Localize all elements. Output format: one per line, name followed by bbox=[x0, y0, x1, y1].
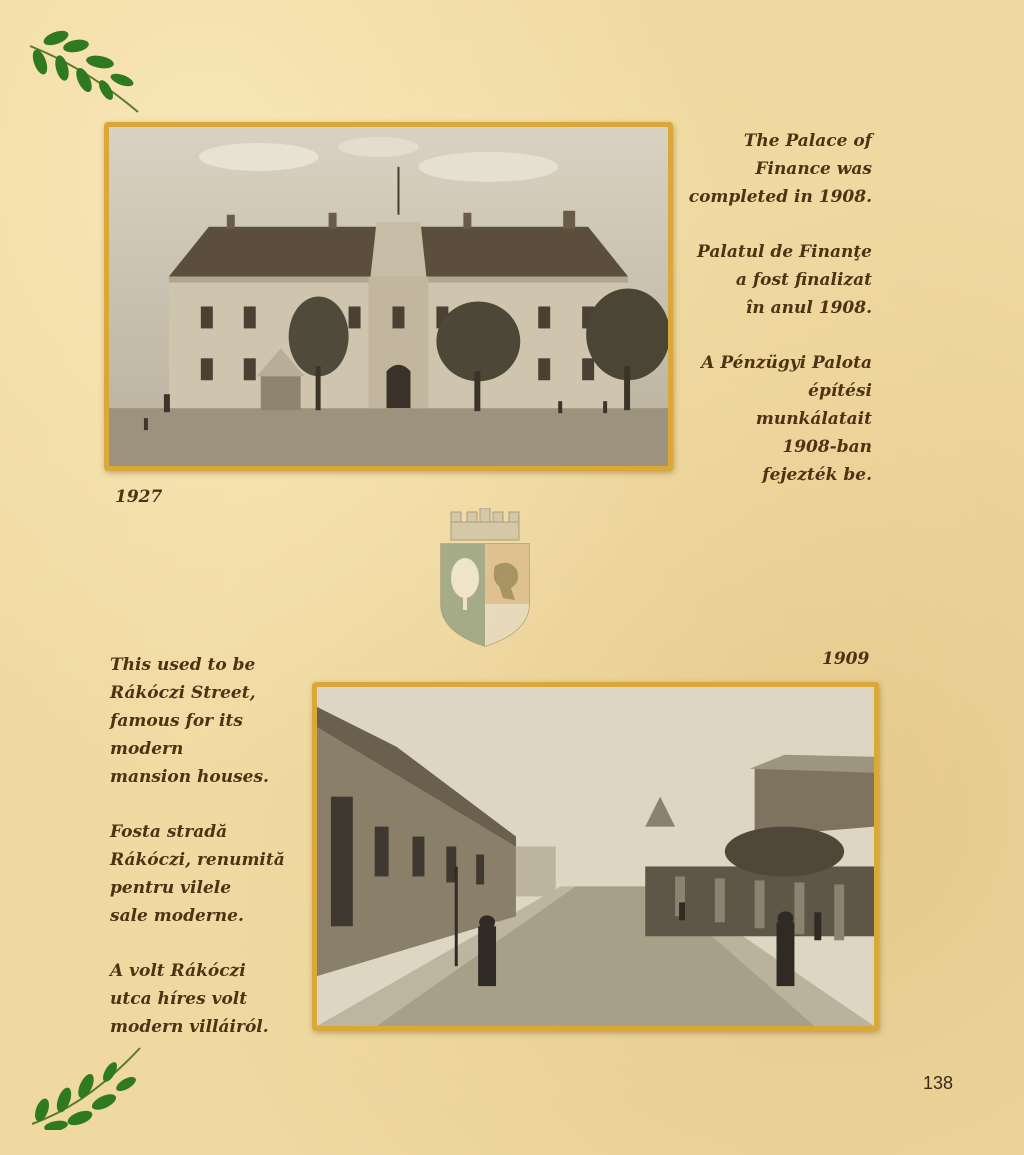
street-caption-hungarian: A volt Rákóczi utca híres volt modern villáiról. bbox=[110, 961, 269, 1037]
palace-caption-hungarian: A Pénzügyi Palota építési munkálatait 1908-ban fejezték be. bbox=[701, 353, 872, 485]
palace-caption-romanian: Palatul de Finanţe a fost finalizat în anul 1908. bbox=[697, 242, 872, 318]
leaf-branch-icon bbox=[26, 28, 144, 118]
palace-of-finance-photo bbox=[104, 122, 673, 471]
street-caption-romanian: Fosta stradă Rákóczi, renumită pentru vilele sale moderne. bbox=[110, 822, 285, 926]
street-caption-english: This used to be Rákóczi Street, famous for its modern mansion houses. bbox=[110, 655, 269, 787]
palace-captions bbox=[662, 127, 872, 489]
page-number: 138 bbox=[922, 1073, 953, 1093]
street-captions bbox=[110, 651, 310, 1041]
rakoczi-street-photo bbox=[312, 682, 879, 1031]
leaf-branch-icon bbox=[28, 1044, 144, 1130]
coat-of-arms-icon bbox=[437, 508, 533, 648]
palace-photo-year: 1927 bbox=[115, 487, 163, 507]
street-photo-year: 1909 bbox=[822, 649, 870, 669]
palace-caption-english: The Palace of Finance was completed in 1908. bbox=[688, 131, 872, 207]
